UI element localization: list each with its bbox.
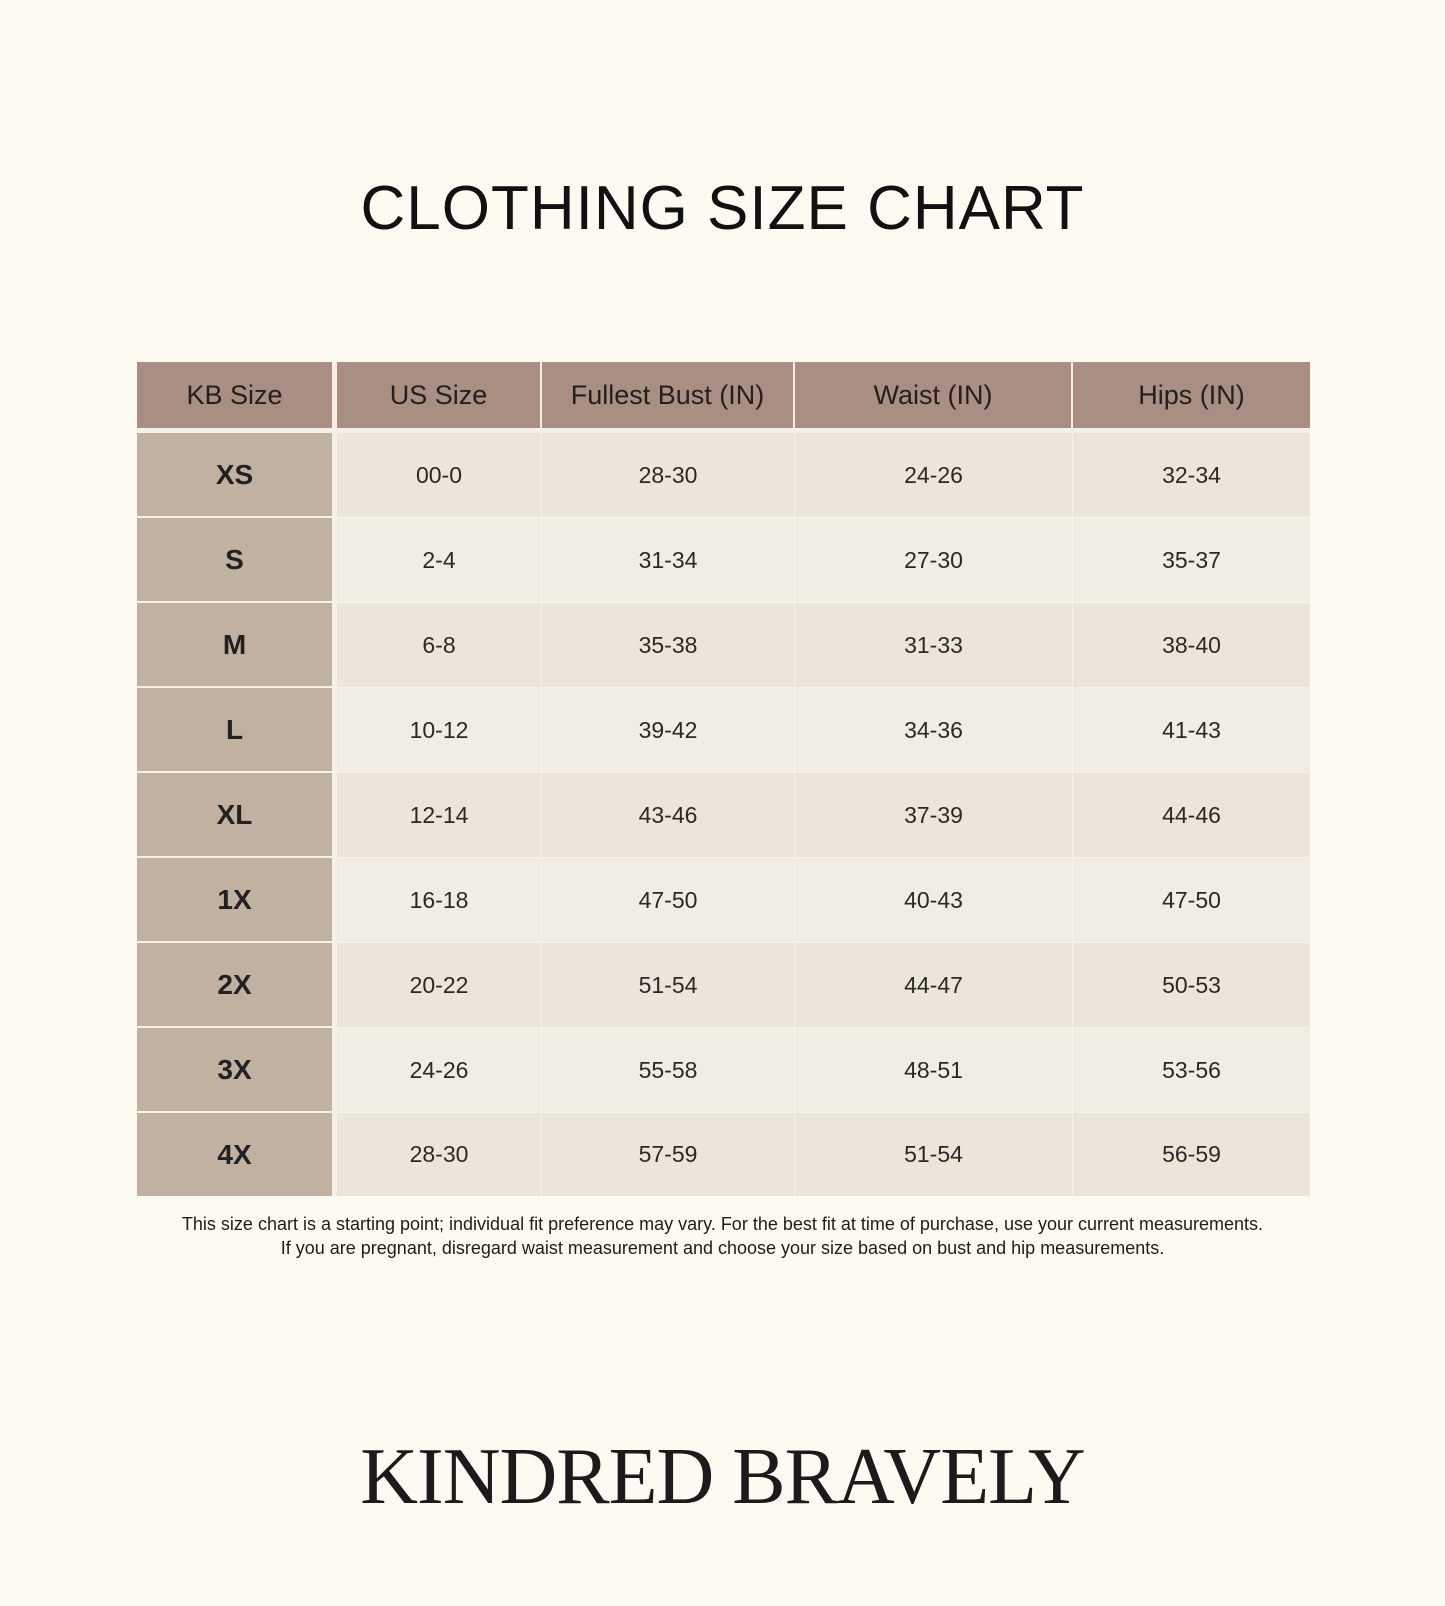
hips-cell: 53-56: [1073, 1028, 1310, 1113]
disclaimer-line-2: If you are pregnant, disregard waist measurement and choose your size based on bust and hip measurements.: [280, 1238, 1165, 1258]
bust-cell: 39-42: [542, 688, 795, 773]
bust-cell: 31-34: [542, 518, 795, 603]
bust-cell: 28-30: [542, 433, 795, 518]
table-row: [137, 943, 1310, 1028]
kb-size-cell: XS: [137, 433, 337, 518]
us-size-cell: 16-18: [337, 858, 542, 943]
brand-logo: KINDRED BRAVELY: [360, 1433, 1085, 1521]
bust-cell: 43-46: [542, 773, 795, 858]
waist-cell: 37-39: [795, 773, 1073, 858]
us-size-cell: 6-8: [337, 603, 542, 688]
header-fullest-bust: Fullest Bust (IN): [542, 362, 795, 433]
us-size-cell: 12-14: [337, 773, 542, 858]
disclaimer-line-1: This size chart is a starting point; individual fit preference may vary. For the best fit at time of purchase, use your current measurements.: [181, 1214, 1264, 1234]
table-header-row: [137, 362, 1310, 433]
page-title: CLOTHING SIZE CHART: [360, 174, 1085, 243]
hips-cell: 41-43: [1073, 688, 1310, 773]
hips-cell: 56-59: [1073, 1113, 1310, 1196]
kb-size-cell: S: [137, 518, 337, 603]
waist-cell: 44-47: [795, 943, 1073, 1028]
us-size-cell: 24-26: [337, 1028, 542, 1113]
hips-cell: 38-40: [1073, 603, 1310, 688]
header-waist: Waist (IN): [795, 362, 1073, 433]
hips-cell: 44-46: [1073, 773, 1310, 858]
bust-cell: 35-38: [542, 603, 795, 688]
kb-size-cell: 3X: [137, 1028, 337, 1113]
table-row: [137, 1028, 1310, 1113]
kb-size-cell: M: [137, 603, 337, 688]
table-row: [137, 858, 1310, 943]
bust-cell: 55-58: [542, 1028, 795, 1113]
waist-cell: 48-51: [795, 1028, 1073, 1113]
waist-cell: 51-54: [795, 1113, 1073, 1196]
table-row: [137, 518, 1310, 603]
kb-size-cell: 1X: [137, 858, 337, 943]
header-hips: Hips (IN): [1073, 362, 1310, 433]
kb-size-cell: L: [137, 688, 337, 773]
us-size-cell: 00-0: [337, 433, 542, 518]
kb-size-cell: 2X: [137, 943, 337, 1028]
hips-cell: 32-34: [1073, 433, 1310, 518]
header-kb-size: KB Size: [137, 362, 337, 433]
us-size-cell: 20-22: [337, 943, 542, 1028]
fit-disclaimer: [0, 1212, 1445, 1260]
waist-cell: 40-43: [795, 858, 1073, 943]
table-row: [137, 603, 1310, 688]
waist-cell: 24-26: [795, 433, 1073, 518]
kb-size-cell: XL: [137, 773, 337, 858]
waist-cell: 31-33: [795, 603, 1073, 688]
size-chart-table: [137, 362, 1310, 1196]
hips-cell: 50-53: [1073, 943, 1310, 1028]
kb-size-cell: 4X: [137, 1113, 337, 1196]
waist-cell: 27-30: [795, 518, 1073, 603]
bust-cell: 47-50: [542, 858, 795, 943]
bust-cell: 57-59: [542, 1113, 795, 1196]
table-row: [137, 773, 1310, 858]
hips-cell: 47-50: [1073, 858, 1310, 943]
bust-cell: 51-54: [542, 943, 795, 1028]
table-row: [137, 1113, 1310, 1196]
header-us-size: US Size: [337, 362, 542, 433]
us-size-cell: 28-30: [337, 1113, 542, 1196]
table-row: [137, 688, 1310, 773]
us-size-cell: 2-4: [337, 518, 542, 603]
waist-cell: 34-36: [795, 688, 1073, 773]
us-size-cell: 10-12: [337, 688, 542, 773]
hips-cell: 35-37: [1073, 518, 1310, 603]
table-row: [137, 433, 1310, 518]
